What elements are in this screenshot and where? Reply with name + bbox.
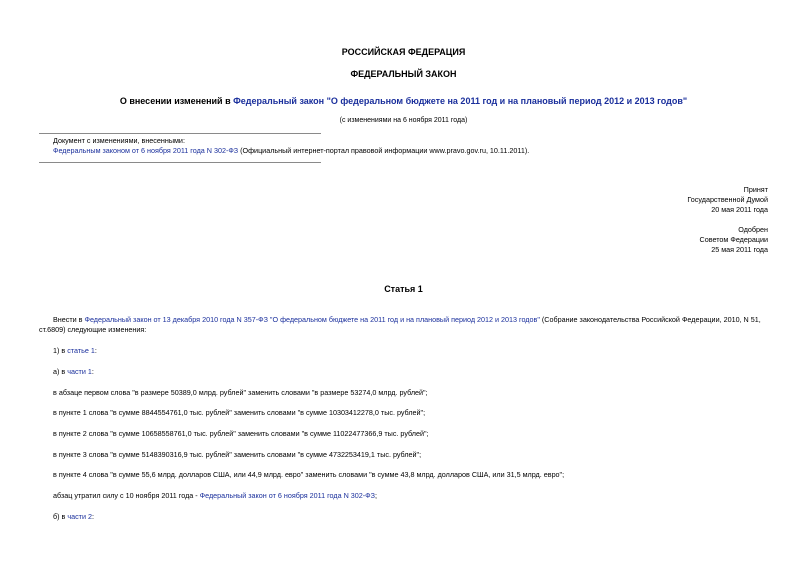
item-1-prefix: 1) в <box>53 346 68 355</box>
item-a <box>53 367 94 376</box>
paragraph-2: в пункте 1 слова "в сумме 8844554761,0 тыс. рублей" заменить словами "в сумме 10303412278,0 тыс. рублей"; <box>53 408 426 417</box>
country-heading: РОССИЙСКАЯ ФЕДЕРАЦИЯ <box>341 47 466 57</box>
paragraph-6-suffix: ; <box>374 491 377 500</box>
divider-top <box>39 133 321 134</box>
approved-date: 25 мая 2011 года <box>711 245 768 254</box>
paragraph-3: в пункте 2 слова "в сумме 10658558761,0 тыс. рублей" заменить словами "в сумме 11022477366,9 тыс. рублей"; <box>53 429 429 438</box>
accepted-label: Принят <box>743 185 768 194</box>
edition-note: (с изменениями на 6 ноября 2011 года) <box>339 117 468 124</box>
amended-law-link[interactable]: Федеральный закон "О федеральном бюджете на 2011 год и на плановый период 2012 и 2013 годов" <box>233 96 688 106</box>
item-b <box>53 512 94 521</box>
changes-source-line <box>53 146 529 155</box>
changes-source: (Официальный интернет-портал правовой информации www.pravo.gov.ru, 10.11.2011). <box>238 146 530 155</box>
item-1 <box>53 346 97 355</box>
paragraph-1: в абзаце первом слова "в размере 50389,0 млрд. рублей" заменить словами "в размере 53274,0 млрд. рублей"; <box>53 388 428 397</box>
repeal-law-link[interactable]: Федеральный закон от 6 ноября 2011 года N 302-ФЗ <box>199 491 375 500</box>
paragraph-6-prefix: абзац утратил силу с 10 ноября 2011 года - <box>53 491 200 500</box>
intro-line-1 <box>53 315 761 324</box>
item-a-suffix: : <box>91 367 94 376</box>
part-1-link[interactable]: части 1 <box>67 367 92 376</box>
page-title <box>0 96 807 107</box>
article-1-link[interactable]: статье 1 <box>67 346 95 355</box>
item-a-prefix: а) в <box>53 367 68 376</box>
article-heading: Статья 1 <box>384 284 423 294</box>
accepted-date: 20 мая 2011 года <box>711 205 768 214</box>
paragraph-5: в пункте 4 слова "в сумме 55,6 млрд. долларов США, или 44,9 млрд. евро" заменить словами "в сумме 43,8 млрд. долларов США, или 31,5 млрд. евро"; <box>53 470 565 479</box>
intro-prefix: Внести в <box>53 315 85 324</box>
intro-line-2: ст.6809) следующие изменения: <box>39 325 147 334</box>
amending-law-link[interactable]: Федеральным законом от 6 ноября 2011 года N 302-ФЗ <box>53 146 239 155</box>
paragraph-6 <box>53 491 377 500</box>
approved-body: Советом Федерации <box>699 235 768 244</box>
paragraph-4: в пункте 3 слова "в сумме 5148390316,9 тыс. рублей" заменить словами "в сумме 4732253419,1 тыс. рублей"; <box>53 450 422 459</box>
item-b-suffix: : <box>91 512 94 521</box>
divider-bottom <box>39 162 321 163</box>
accepted-body: Государственной Думой <box>687 195 768 204</box>
item-b-prefix: б) в <box>53 512 68 521</box>
approved-label: Одобрен <box>738 225 768 234</box>
item-1-suffix: : <box>94 346 97 355</box>
base-law-link[interactable]: Федеральный закон от 13 декабря 2010 года N 357-ФЗ "О федеральном бюджете на 2011 год и на плановый период 2012 и 2013 годов" <box>84 315 540 324</box>
part-2-link[interactable]: части 2 <box>67 512 92 521</box>
intro-suffix: (Собрание законодательства Российской Федерации, 2010, N 51, <box>539 315 761 324</box>
title-prefix: О внесении изменений в <box>119 96 234 106</box>
changes-label: Документ с изменениями, внесенными: <box>53 136 185 145</box>
doc-type-heading: ФЕДЕРАЛЬНЫЙ ЗАКОН <box>350 69 457 79</box>
